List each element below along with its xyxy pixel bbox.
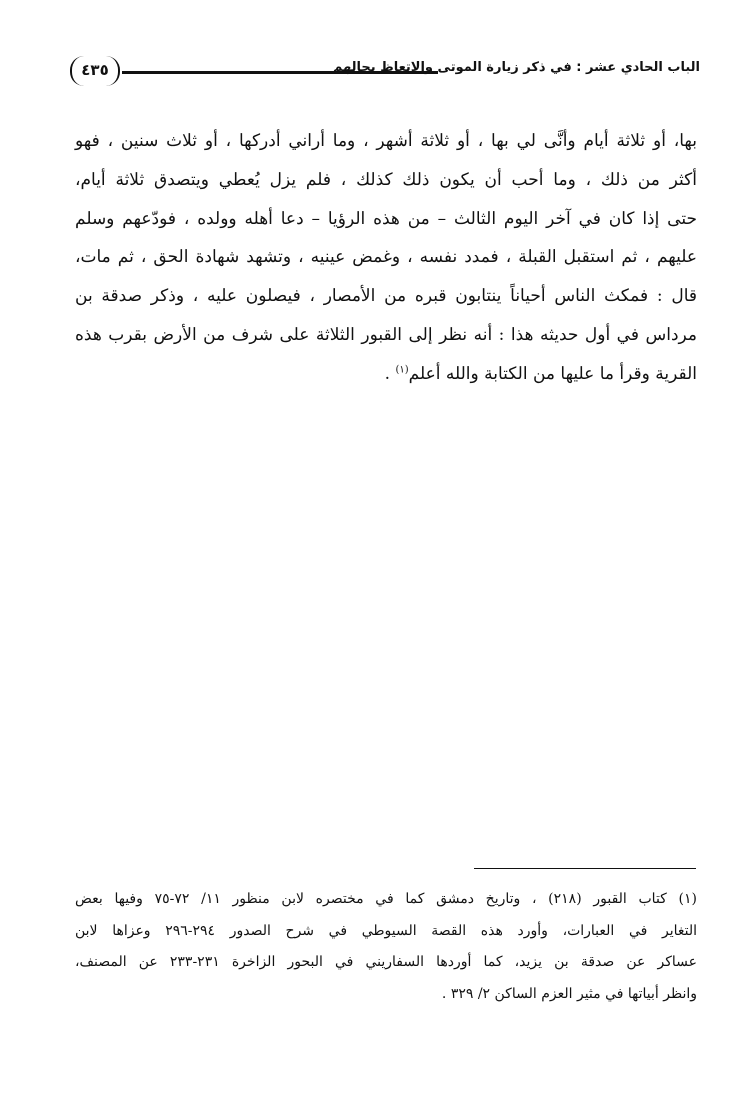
footnote-line: (١) كتاب القبور (٢١٨) ، وتاريخ دمشق كما في مختصره لابن منظور ١١/ ٧٢-٧٥ وفيها بعض bbox=[75, 891, 697, 907]
text-line: حتى إذا كان في آخر اليوم الثالث – من هذه الرؤيا – دعا أهله وولده ، فودّعهم وسلم bbox=[75, 208, 697, 229]
header-rule bbox=[122, 71, 438, 74]
text-line: مرداس في أول حديثه هذا : أنه نظر إلى القبور الثلاثة على شرف من الأرض بقرب هذه bbox=[75, 324, 697, 345]
text-line-content: القرية وقرأ ما عليها من الكتابة والله أعلم bbox=[408, 363, 697, 384]
text-line: عليهم ، ثم استقبل القبلة ، فمدد نفسه ، وغمض عينيه ، وتشهد شهادة الحق ، ثم مات، bbox=[75, 247, 697, 268]
running-header bbox=[70, 56, 700, 92]
footnote-line: وانظر أبياتها في مثير العزم الساكن ٢/ ٣٢٩ . bbox=[441, 985, 697, 1002]
sentence-end: . bbox=[384, 363, 396, 384]
footnote-line: عساكر عن صدقة بن يزيد، كما أوردها السفاريني في البحور الزاخرة ٢٣١-٢٣٣ عن المصنف، bbox=[75, 954, 697, 970]
footnote-separator bbox=[474, 868, 696, 869]
text-line: قال : فمكث الناس أحياناً ينتابون قبره من الأمصار ، فيصلون عليه ، وذكر صدقة بن bbox=[75, 286, 697, 307]
footnote-line: التغاير في العبارات، وأورد هذه القصة السيوطي في شرح الصدور ٢٩٤-٢٩٦ وعزاها لابن bbox=[75, 922, 697, 939]
footnote-reference[interactable]: (١) bbox=[395, 364, 409, 376]
text-line: بها، أو ثلاثة أيام وأنَّى لي بها ، أو ثلاثة أشهر ، وما أراني أدركها ، أو ثلاث سنين ، فهو bbox=[75, 131, 697, 151]
text-line: أكثر من ذلك ، وما أحب أن يكون ذلك كذلك ، فلم يزل يُعطي ويتصدق ثلاثة أيام، bbox=[75, 169, 697, 190]
footnotes bbox=[75, 884, 697, 1010]
chapter-title: الباب الحادي عشر : في ذكر زيارة الموتى والاتعاظ بحالهم bbox=[332, 60, 700, 75]
text-line-last bbox=[75, 355, 697, 394]
main-text bbox=[75, 122, 697, 394]
page-number: ٤٣٥ bbox=[70, 56, 120, 86]
